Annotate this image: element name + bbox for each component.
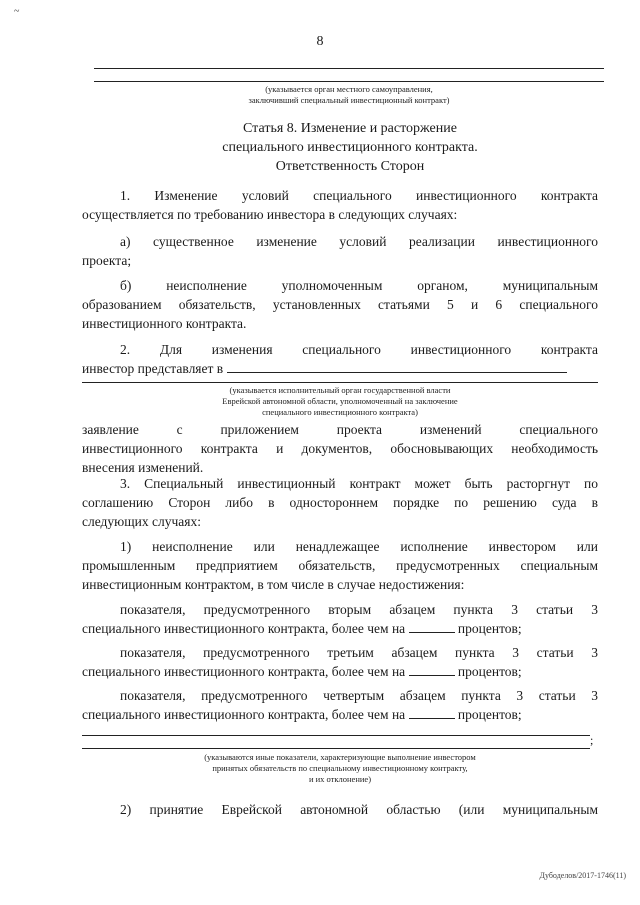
indicator-2-percent-label: процентов; bbox=[457, 664, 522, 679]
article-title-line-3: Ответственность Сторон bbox=[275, 159, 425, 174]
article-title-line-1: Статья 8. Изменение и расторжение bbox=[243, 121, 457, 136]
paragraph-3-1-line-3: инвестиционным контрактом, в том числе в случае недостижения: bbox=[82, 577, 465, 592]
article-title bbox=[80, 119, 620, 176]
authority-blank bbox=[227, 360, 567, 373]
paragraph-3-line-2: соглашению Сторон либо в одностороннем порядке по решению суда в bbox=[82, 495, 598, 510]
paragraph-2-line-2 bbox=[82, 359, 598, 378]
paragraph-1-line-1: 1. Изменение условий специального инвестиционного контракта bbox=[120, 188, 598, 203]
authority-note-line-2: Еврейской автономной области, уполномоченный на заключение bbox=[222, 396, 458, 406]
paragraph-2-line-2-text: инвестор представляет в bbox=[82, 361, 224, 376]
percent-blank-3 bbox=[409, 706, 455, 719]
authority-fill-line bbox=[82, 382, 598, 383]
paragraph-2-cont-line-1: заявление с приложением проекта изменений специального bbox=[82, 422, 598, 437]
authority-note bbox=[82, 385, 598, 418]
authority-note-line-1: (указывается исполнительный орган государственной власти bbox=[229, 385, 451, 395]
paragraph-3-line-1: 3. Специальный инвестиционный контракт может быть расторгнут по bbox=[120, 476, 598, 491]
paragraph-3-1 bbox=[82, 537, 598, 594]
indicator-1 bbox=[82, 600, 598, 638]
paragraph-a bbox=[82, 232, 598, 270]
paragraph-b-line-3: инвестиционного контракта. bbox=[82, 316, 247, 331]
indicator-1-percent-label: процентов; bbox=[457, 621, 522, 636]
paragraph-b-line-1: б) неисполнение уполномоченным органом, муниципальным bbox=[120, 278, 598, 293]
indicator-1-line-2 bbox=[82, 619, 598, 638]
paragraph-2-cont-line-3: внесения изменений. bbox=[82, 460, 204, 475]
paragraph-1 bbox=[82, 186, 598, 224]
header-fill-line-1 bbox=[94, 68, 604, 69]
percent-blank-1 bbox=[409, 620, 455, 633]
indicator-3-line-2-text: специального инвестиционного контракта, более чем на bbox=[82, 707, 406, 722]
other-indicators-fill-line-2 bbox=[82, 748, 590, 749]
other-indicators-semicolon: ; bbox=[590, 733, 594, 747]
indicator-2-line-2-text: специального инвестиционного контракта, более чем на bbox=[82, 664, 406, 679]
indicator-2-line-1: показателя, предусмотренного третьим абзацем пункта 3 статьи 3 bbox=[120, 645, 598, 660]
paragraph-b bbox=[82, 276, 598, 333]
authority-note-line-3: специального инвестиционного контракта) bbox=[262, 407, 418, 417]
indicator-2 bbox=[82, 643, 598, 681]
paragraph-a-line-1: а) существенное изменение условий реализации инвестиционного bbox=[120, 234, 598, 249]
indicator-1-line-1: показателя, предусмотренного вторым абзацем пункта 3 статьи 3 bbox=[120, 602, 598, 617]
article-title-line-2: специального инвестиционного контракта. bbox=[222, 140, 478, 155]
paragraph-1-line-2: осуществляется по требованию инвестора в следующих случаях: bbox=[82, 207, 458, 222]
other-note-line-1: (указываются иные показатели, характеризующие выполнение инвестором bbox=[204, 752, 476, 762]
paragraph-3-1-line-1: 1) неисполнение или ненадлежащее исполнение инвестором или bbox=[120, 539, 598, 554]
page-number: 8 bbox=[316, 34, 324, 49]
paragraph-3-2-line-1: 2) принятие Еврейской автономной областью (или муниципальным bbox=[120, 802, 598, 817]
indicator-3-line-2 bbox=[82, 705, 598, 724]
paragraph-2 bbox=[82, 340, 598, 378]
paragraph-3-2 bbox=[82, 800, 598, 819]
indicator-3 bbox=[82, 686, 598, 724]
corner-mark: ~ bbox=[14, 6, 20, 17]
header-note-line-2: заключивший специальный инвестиционный контракт) bbox=[248, 95, 450, 105]
paragraph-a-line-2: проекта; bbox=[82, 253, 132, 268]
header-fill-line-2 bbox=[94, 81, 604, 82]
other-note-line-2: принятых обязательств по специальному инвестиционному контракту, bbox=[212, 763, 468, 773]
paragraph-b-line-2: образованием обязательств, установленных статьями 5 и 6 специального bbox=[82, 297, 598, 312]
paragraph-3-line-3: следующих случаях: bbox=[82, 514, 201, 529]
paragraph-3-1-line-2: промышленным предприятием обязательств, предусмотренных специальным bbox=[82, 558, 598, 573]
other-indicators-fill-line-1 bbox=[82, 735, 590, 736]
percent-blank-2 bbox=[409, 663, 455, 676]
header-note bbox=[94, 84, 604, 106]
header-note-line-1: (указывается орган местного самоуправления, bbox=[265, 84, 433, 94]
paragraph-2-line-1: 2. Для изменения специального инвестиционного контракта bbox=[120, 342, 598, 357]
other-note-line-3: и их отклонение) bbox=[308, 774, 372, 784]
footer-document-code: Дубоделов/2017-1746(11) bbox=[539, 871, 626, 880]
indicator-2-line-2 bbox=[82, 662, 598, 681]
paragraph-3 bbox=[82, 474, 598, 531]
other-indicators-note bbox=[82, 752, 598, 785]
paragraph-2-cont-line-2: инвестиционного контракта и документов, обосновывающих необходимость bbox=[82, 441, 598, 456]
paragraph-2-continuation bbox=[82, 420, 598, 477]
indicator-3-line-1: показателя, предусмотренного четвертым абзацем пункта 3 статьи 3 bbox=[120, 688, 598, 703]
indicator-1-line-2-text: специального инвестиционного контракта, более чем на bbox=[82, 621, 406, 636]
indicator-3-percent-label: процентов; bbox=[457, 707, 522, 722]
